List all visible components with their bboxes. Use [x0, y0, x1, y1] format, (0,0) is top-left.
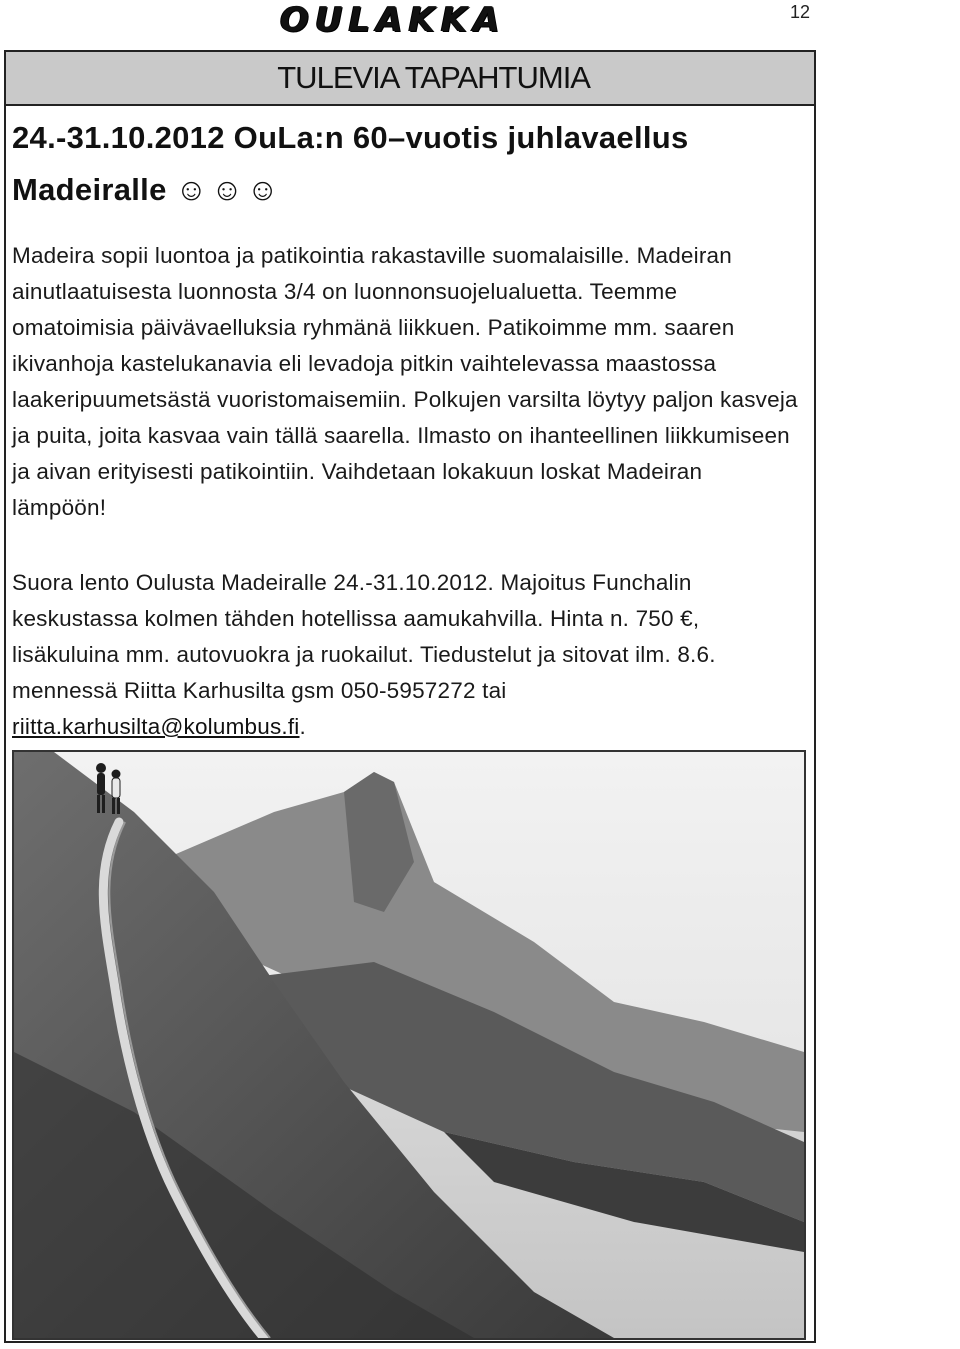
smiley-icons: ☺☺☺: [175, 172, 283, 207]
section-banner: [4, 50, 816, 106]
article-paragraph-2: [12, 565, 802, 745]
email-suffix: .: [299, 714, 306, 739]
logo-letter: O: [280, 0, 313, 40]
logo-letter: K: [408, 0, 439, 40]
logo-letter: K: [440, 0, 472, 40]
logo-letter: L: [348, 0, 375, 40]
logo-letter: U: [314, 0, 347, 40]
logo-letter: A: [376, 0, 407, 40]
article-title: [12, 112, 802, 216]
email-link[interactable]: riitta.karhusilta@kolumbus.fi: [12, 714, 300, 739]
madeira-landscape-photo: [12, 750, 806, 1340]
article-title-text: 24.-31.10.2012 OuLa:n 60–vuotis juhlavaellus Madeiralle: [12, 120, 689, 207]
article-paragraph-2-text: Suora lento Oulusta Madeiralle 24.-31.10.2012. Majoitus Funchalin keskustassa kolmen tähden hotellissa aamukahvilla. Hinta n. 750 €, lisäkuluina mm. autovuokra ja ruokailut. Tiedustelut ja sitovat ilm. 8.6. mennessä Riitta Karhusilta gsm 050-5957272 tai: [12, 570, 716, 703]
article-paragraph-1: Madeira sopii luontoa ja patikointia rakastaville suomalaisille. Madeiran ainutlaatuisesta luonnosta 3/4 on luonnonsuojelualuetta. Teemme omatoimisia päivävaelluksia ryhmänä liikkuen. Patikoimme mm. saaren ikivanhoja kastelukanavia eli levadoja pitkin vaihtelevassa maastossa laakeripuumetsästä vuoristomaisemiin. Polkujen varsilta löytyy paljon kasveja ja puita, joita kasvaa vain tällä saarella. Ilmasto on ihanteellinen liikkumiseen ja aivan erityisesti patikointiin. Vaihdetaan lokakuun loskat Madeiran lämpöön!: [12, 243, 798, 520]
section-title: TULEVIA TAPAHTUMIA: [277, 60, 590, 95]
logo-letter: A: [473, 0, 504, 40]
newsletter-logo: [280, 0, 504, 40]
page-number: 12: [789, 2, 810, 22]
